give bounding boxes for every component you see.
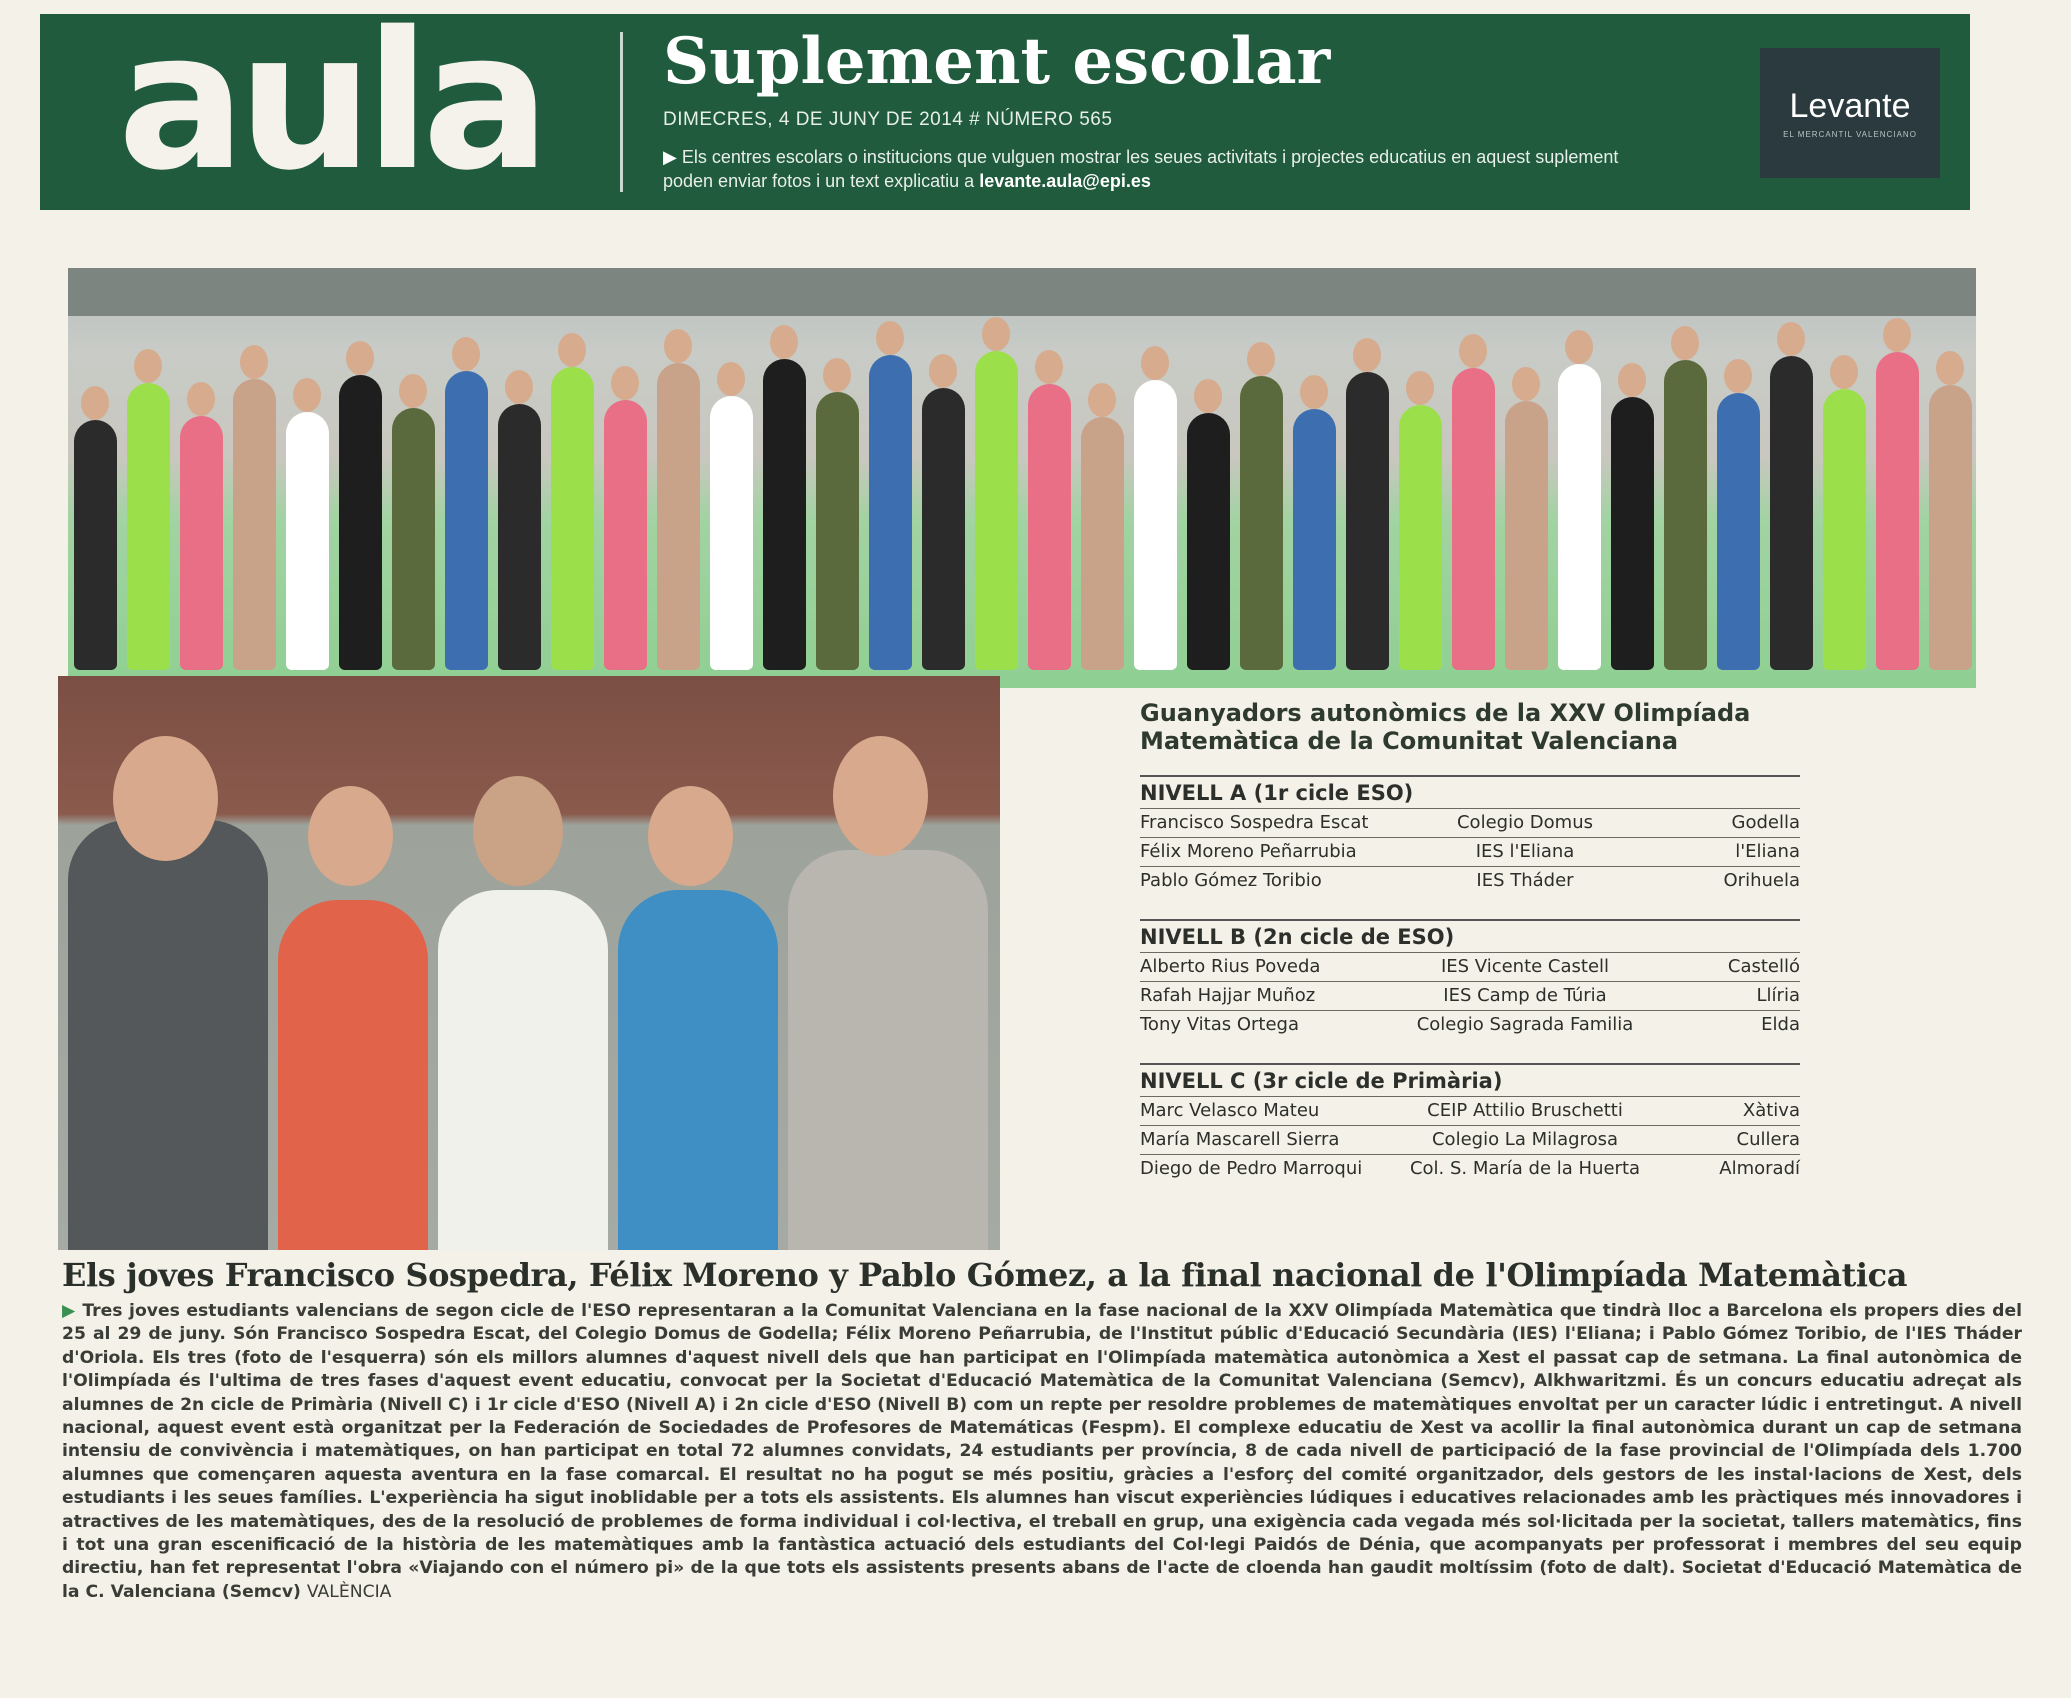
supplement-title: Suplement escolar: [663, 24, 1331, 99]
photo-person: [445, 371, 488, 670]
winner-name: Francisco Sospedra Escat: [1140, 812, 1369, 834]
level-title: NIVELL B (2n cicle de ESO): [1140, 919, 1800, 952]
photo-person-head: [1565, 330, 1593, 364]
winner-school: Colegio La Milagrosa: [1431, 1129, 1618, 1151]
photo-person-head: [293, 378, 321, 412]
winner-name: María Mascarell Sierra: [1140, 1129, 1340, 1151]
winner-school: IES Tháder: [1476, 870, 1574, 892]
photo-person-head: [240, 345, 268, 379]
photo-person: [180, 416, 223, 670]
photo-person-head: [452, 337, 480, 371]
winners-title: Guanyadors autonòmics de la XXV Olimpíada Matemàtica de la Comunitat Valenciana: [1140, 699, 1751, 755]
table-row: [1140, 866, 1800, 895]
photo-figure: [788, 850, 988, 1250]
photo-person-head: [1830, 355, 1858, 389]
winner-school: IES l'Eliana: [1475, 841, 1575, 863]
photo-person: [74, 420, 117, 670]
table-row: [1140, 808, 1800, 837]
winner-town: Almoradí: [1719, 1158, 1800, 1180]
photo-person-head: [876, 321, 904, 355]
submission-note: [663, 145, 1623, 194]
photo-person-head: [1618, 363, 1646, 397]
winner-school: Colegio Domus: [1456, 812, 1593, 834]
photo-person-head: [1194, 379, 1222, 413]
winner-town: Orihuela: [1723, 870, 1800, 892]
photo-person: [1611, 397, 1654, 670]
photo-figure: [278, 900, 428, 1250]
winners-portrait-photo: [58, 676, 1000, 1250]
level-c-block: [1140, 1063, 1800, 1183]
photo-person: [127, 383, 170, 670]
photo-person: [1876, 352, 1919, 670]
photo-person-head: [1035, 350, 1063, 384]
note-text: Els centres escolars o institucions que vulguen mostrar les seues activitats i projectes educatius en aquest suplement poden enviar fotos i un text explicatiu a: [663, 147, 1619, 192]
photo-person: [233, 379, 276, 670]
photo-person: [1558, 364, 1601, 670]
winner-town: Xàtiva: [1742, 1100, 1800, 1122]
winner-town: Llíria: [1756, 985, 1800, 1007]
photo-person-head: [1088, 383, 1116, 417]
note-arrow-icon: ▶: [663, 147, 677, 168]
winner-name: Rafah Hajjar Muñoz: [1140, 985, 1316, 1007]
photo-person-head: [505, 370, 533, 404]
table-row: [1140, 981, 1800, 1010]
photo-person: [1664, 360, 1707, 670]
photo-person: [1717, 393, 1760, 670]
photo-person: [339, 375, 382, 670]
photo-person: [975, 351, 1018, 670]
photo-person: [1240, 376, 1283, 670]
photo-figure-head: [113, 736, 218, 861]
photo-person-head: [346, 341, 374, 375]
photo-person-head: [1883, 318, 1911, 352]
table-row: [1140, 837, 1800, 866]
photo-figure-head: [833, 736, 928, 856]
photo-person: [1134, 380, 1177, 670]
submission-email-link[interactable]: levante.aula@epi.es: [979, 171, 1151, 192]
photo-person-head: [187, 382, 215, 416]
photo-person: [286, 412, 329, 670]
photo-person: [1346, 372, 1389, 670]
table-row: [1140, 1010, 1800, 1039]
photo-person: [1081, 417, 1124, 670]
photo-person: [392, 408, 435, 670]
photo-person: [922, 388, 965, 670]
photo-person-head: [664, 329, 692, 363]
winner-school: Col. S. María de la Huerta: [1409, 1158, 1641, 1180]
winner-name: Diego de Pedro Marroqui: [1140, 1158, 1363, 1180]
table-row: [1140, 952, 1800, 981]
photo-person: [763, 359, 806, 670]
photo-person-head: [1671, 326, 1699, 360]
photo-figure: [618, 890, 778, 1250]
publisher-tagline: EL MERCANTIL VALENCIANO: [1783, 130, 1917, 139]
winner-school: IES Vicente Castell: [1440, 956, 1610, 978]
photo-person-head: [1777, 322, 1805, 356]
article-body: [62, 1300, 2022, 1690]
photo-person: [1028, 384, 1071, 670]
photo-person: [1399, 405, 1442, 670]
article-headline: Els joves Francisco Sospedra, Félix Moreno y Pablo Gómez, a la final nacional de l'Olimpíada Matemàtica: [62, 1256, 1908, 1294]
photo-person-head: [558, 333, 586, 367]
photo-person-head: [929, 354, 957, 388]
photo-person: [1823, 389, 1866, 670]
photo-person-head: [823, 358, 851, 392]
photo-person: [1187, 413, 1230, 670]
photo-person-head: [81, 386, 109, 420]
winner-name: Pablo Gómez Toribio: [1140, 870, 1322, 892]
photo-person-head: [134, 349, 162, 383]
winner-town: Cullera: [1736, 1129, 1800, 1151]
photo-person-head: [770, 325, 798, 359]
photo-person: [1929, 385, 1972, 670]
article-text: Tres joves estudiants valencians de segon cicle de l'ESO representaran a la Comunitat Valenciana en la fase nacional de la XXV Olimpíada Matemàtica que tindrà lloc a Barcelona els propers dies del 25 al 29 de juny. Són Francisco Sospedra Escat, del Colegio Domus de Godella; Félix Moreno Peñarrubia, de l'Institut públic d'Educació Secundària (IES) l'Eliana; i Pablo Gómez Toribio, de l'IES Tháder d'Oriola. Els tres (foto de l'esquerra) són els millors alumnes d'aquest nivell dels que han participat en l'Olimpíada matemàtica autonòmica a Xest el passat cap de setmana. La final autonòmica de l'Olimpíada és l'ultima de tres fases d'aquest event educatiu, convocat per la Societat d'Educació Matemàtica de la Comunitat Valenciana (Semcv), Alkhwaritzmi. És un concurs educatiu adreçat als alumnes de 2n cicle de Primària (Nivell C) i 1r cicle d'ESO (Nivell A) i 2n cicle d'ESO (Nivell B) com un repte per resoldre problemes de matemàtiques envoltat per un caracter lúdic i entretingut. A nivell nacional, aquest event està organitzat per la Federación de Sociedades de Profesores de Matemáticas (Fespm). El complexe educatiu de Xest va acollir la final autonòmica durant un cap de setmana intensiu de convivència i matemàtiques, on han participat en total 72 alumnes convidats, 24 estudiants per província, 8 de cada nivell de participació de la fase provincial de l'Olimpíada dels 1.700 alumnes que començaren aquesta aventura en la fase comarcal. El resultat no ha pogut se més positiu, gràcies a l'esforç del comité organitzador, dels gestors de les instal·lacions de Xest, dels estudiants i les seues famílies. L'experiència ha sigut inoblidable per a tots els assistents. Els alumnes han viscut experiències lúdiques i educatives relacionades amb les pràctiques més innovadores i atractives de les matemàtiques, des de la resolució de problemes de forma individual i col·lectiva, el treball en grup, una exigència cada vegada més sol·licitada per la societat, tallers matemàtics, fins i tot una gran escenificació de la història de les matemàtiques amb la fantàstica actuació dels estudiants del Col·legi Paidós de Dénia, que acompanyats per professorat i membres del seu equip directiu, han fet representat l'obra «Viajando con el número pi» de la que tots els assistents presents abans de l'acte de cloenda han gaudit moltíssim (foto de dalt).: [62, 1301, 2022, 1579]
masthead: [40, 0, 1970, 212]
winner-school: Colegio Sagrada Familia: [1416, 1014, 1634, 1036]
photo-person-head: [1936, 351, 1964, 385]
aula-logo: aula: [117, 0, 543, 212]
photo-figure: [68, 820, 268, 1250]
article-city: VALÈNCIA: [306, 1581, 392, 1602]
winner-town: l'Eliana: [1735, 841, 1800, 863]
photo-person-head: [1353, 338, 1381, 372]
photo-person: [551, 367, 594, 670]
photo-person-head: [611, 366, 639, 400]
winner-town: Elda: [1761, 1014, 1800, 1036]
lead-arrow-icon: ▶: [62, 1301, 76, 1321]
photo-figure: [438, 890, 608, 1250]
photo-person: [816, 392, 859, 670]
table-row: [1140, 1096, 1800, 1125]
photo-person: [1770, 356, 1813, 670]
issue-date: DIMECRES, 4 DE JUNY DE 2014 # NÚMERO 565: [663, 109, 1113, 131]
article-signature: Societat d'Educació Matemàtica de la C. Valenciana (Semcv): [62, 1558, 2022, 1602]
levante-logo: [1760, 48, 1940, 178]
photo-background-wall: [68, 268, 1976, 316]
photo-person-head: [1459, 334, 1487, 368]
level-title: NIVELL A (1r cicle ESO): [1140, 775, 1800, 808]
winner-name: Tony Vitas Ortega: [1140, 1014, 1299, 1036]
photo-person-head: [1406, 371, 1434, 405]
table-row: [1140, 1154, 1800, 1183]
photo-person-head: [1512, 367, 1540, 401]
photo-person-head: [1247, 342, 1275, 376]
photo-person: [869, 355, 912, 670]
winner-town: Castelló: [1727, 956, 1800, 978]
photo-person: [498, 404, 541, 670]
photo-figure-head: [648, 786, 733, 886]
photo-person-head: [1141, 346, 1169, 380]
photo-person: [710, 396, 753, 670]
group-photo: [68, 268, 1976, 688]
photo-figure-head: [308, 786, 393, 886]
photo-person-head: [1300, 375, 1328, 409]
photo-person-head: [717, 362, 745, 396]
photo-person: [657, 363, 700, 670]
winner-name: Marc Velasco Mateu: [1140, 1100, 1320, 1122]
photo-person: [1452, 368, 1495, 670]
photo-person: [1505, 401, 1548, 670]
publisher-name: Levante: [1789, 87, 1911, 125]
photo-person: [604, 400, 647, 670]
photo-person-head: [982, 317, 1010, 351]
winner-name: Alberto Rius Poveda: [1140, 956, 1321, 978]
winner-town: Godella: [1731, 812, 1800, 834]
level-b-block: [1140, 919, 1800, 1039]
photo-person-head: [1724, 359, 1752, 393]
winner-school: CEIP Attilio Bruschetti: [1427, 1100, 1623, 1122]
photo-figure-head: [473, 776, 563, 886]
level-a-block: [1140, 775, 1800, 895]
winner-school: IES Camp de Túria: [1443, 985, 1607, 1007]
level-title: NIVELL C (3r cicle de Primària): [1140, 1063, 1800, 1096]
photo-person-head: [399, 374, 427, 408]
photo-person: [1293, 409, 1336, 670]
winners-table: [1140, 700, 1800, 1207]
winner-name: Félix Moreno Peñarrubia: [1140, 841, 1357, 863]
table-row: [1140, 1125, 1800, 1154]
